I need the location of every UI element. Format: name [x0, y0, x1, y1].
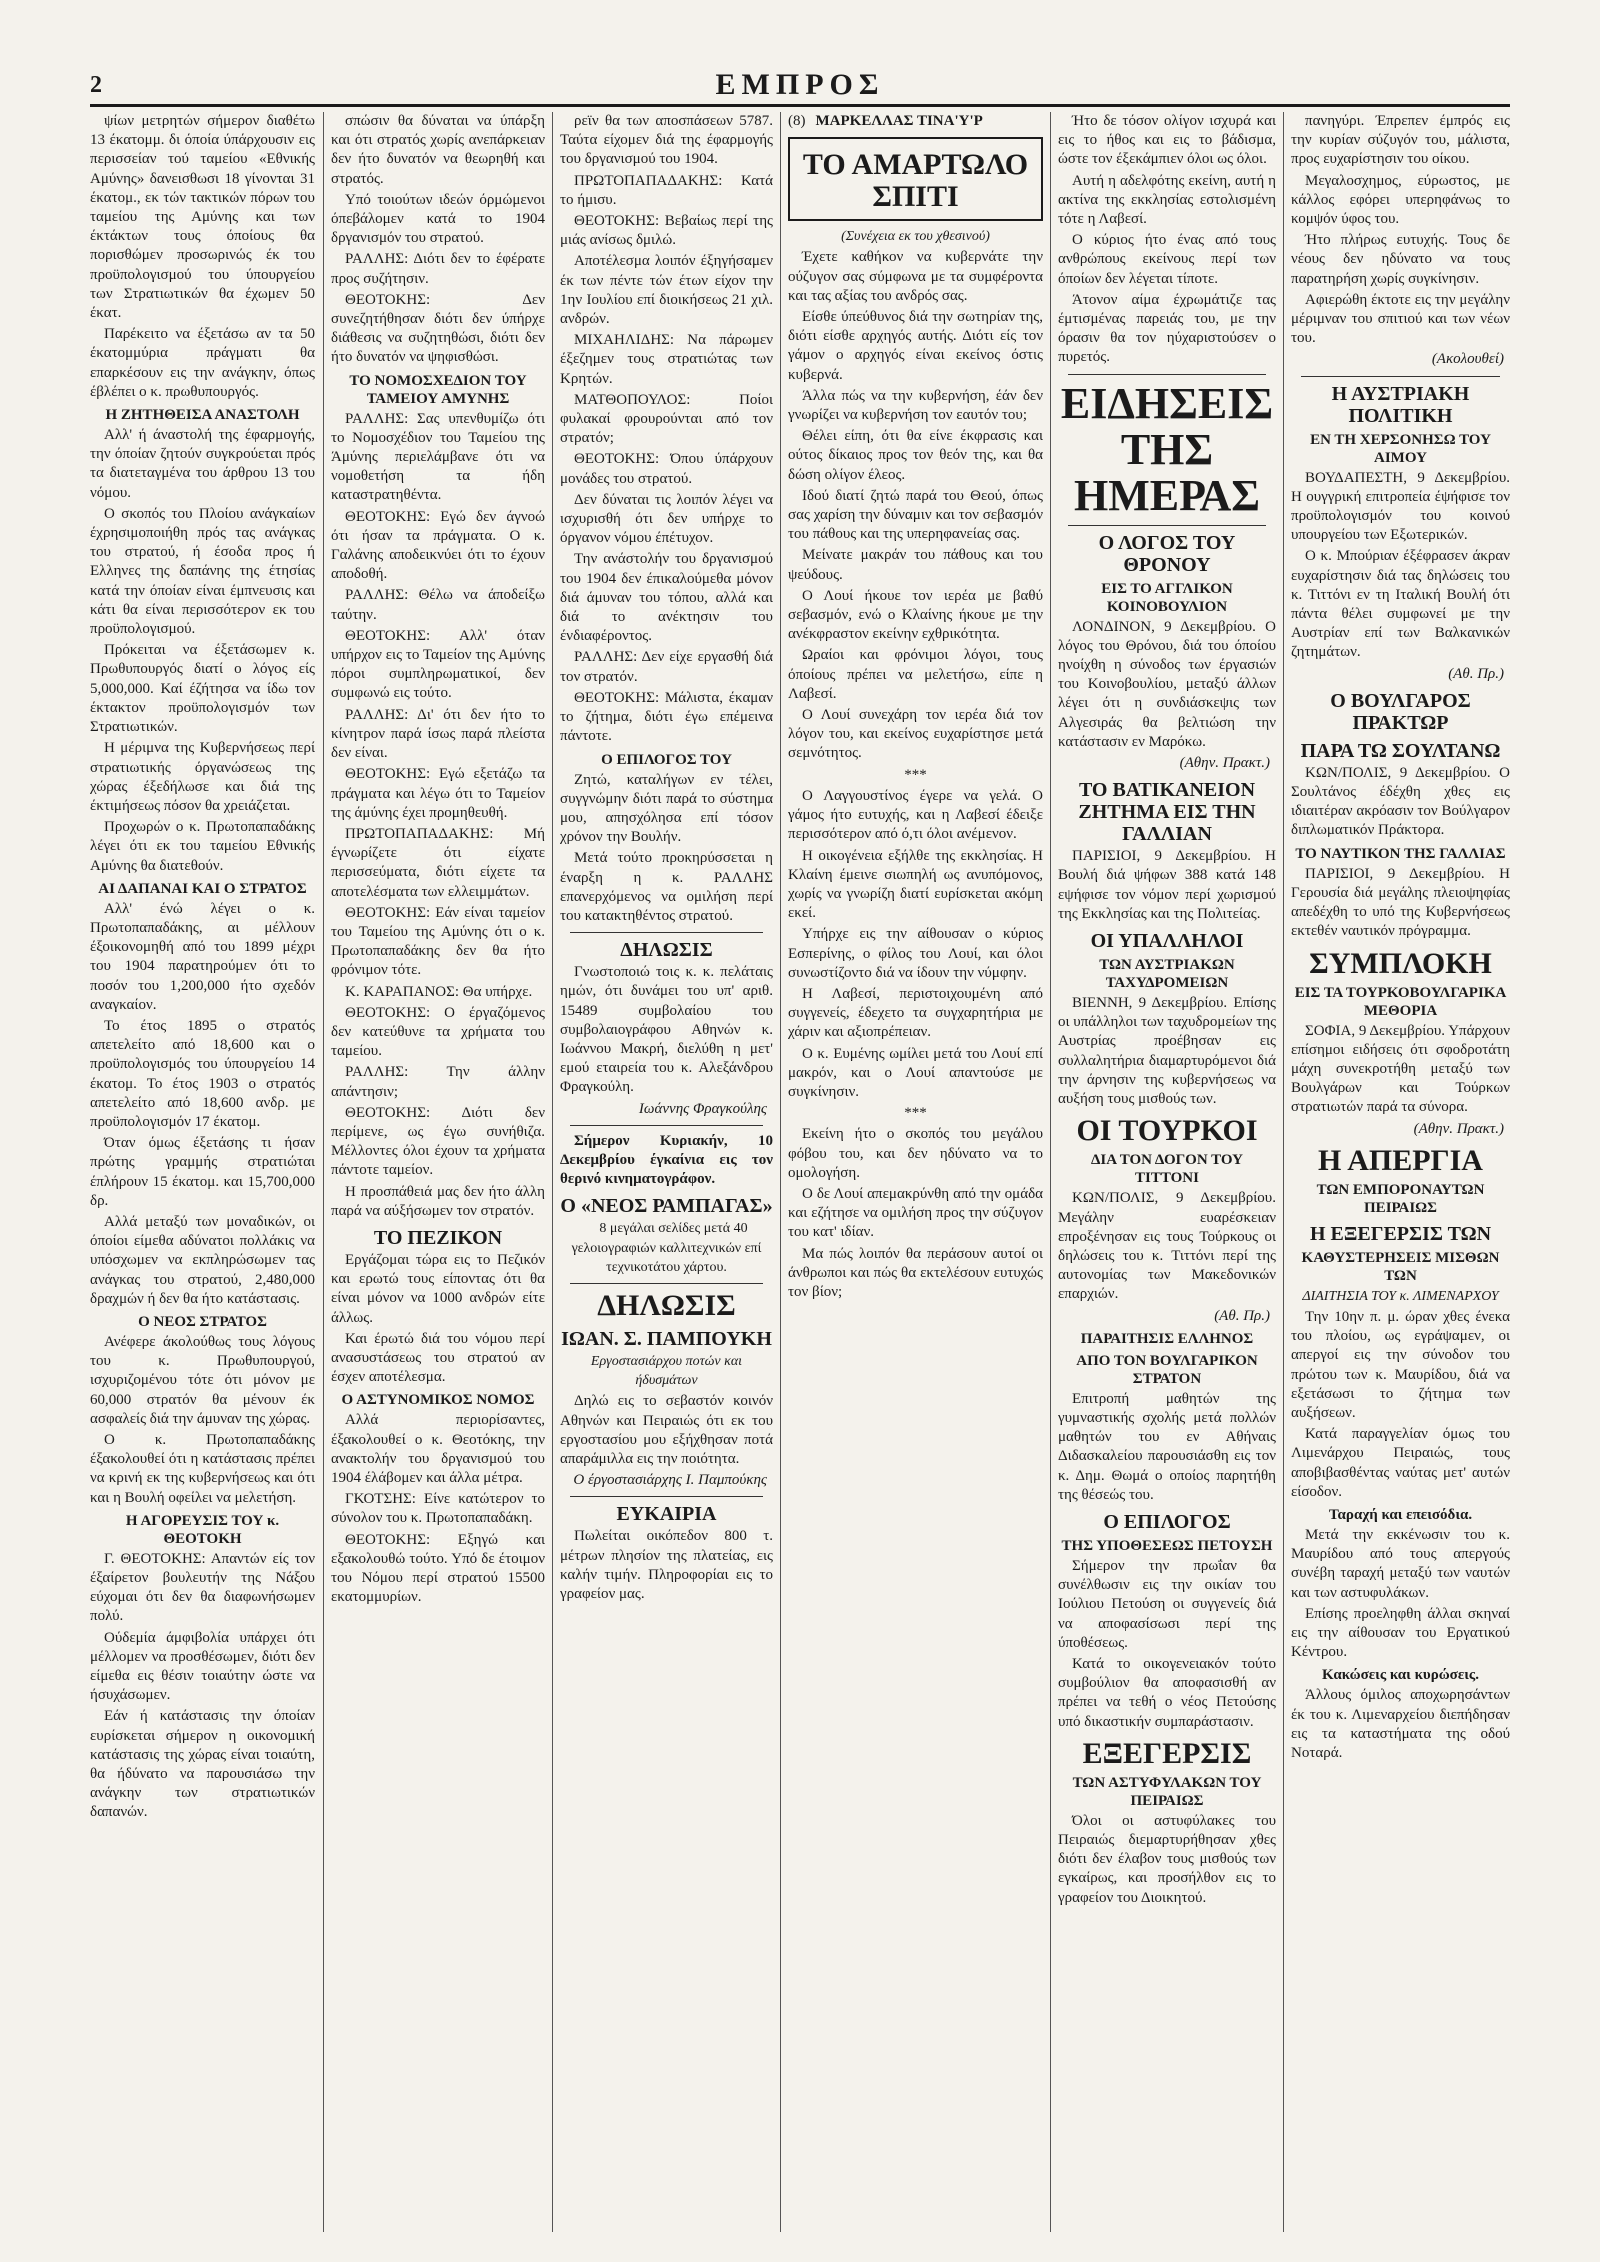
- article-paragraph: ΜΙΧΑΗΛΙΔΗΣ: Να πάρωμεν έξεζημεν τους στρατιώτας των Κρητών.: [560, 332, 773, 387]
- divider: [570, 1125, 763, 1126]
- article-paragraph: Ο Λουί συνεχάρη τον ιερέα διά τον λόγον του, και εκείνος ευχαρίστησε μετά σεμνότητος.: [788, 707, 1043, 762]
- masthead: [90, 68, 1510, 101]
- column-5: [1058, 112, 1276, 2232]
- section-subheading: ΤΩΝ ΕΜΠΟΡΟΝΑΥΤΩΝ ΠΕΙΡΑΙΩΣ: [1316, 1181, 1485, 1216]
- advert-intro: Σήμερον Κυριακήν, 10 Δεκεμβρίου έγκαίνια εις τον θερινό κινηματογράφον.: [560, 1132, 773, 1188]
- section-subheading: ΤΩΝ ΑΣΤΥΦΥΛΑΚΩΝ ΤΟΥ ΠΕΙΡΑΙΩΣ: [1072, 1774, 1262, 1809]
- column-4: [788, 112, 1043, 2232]
- section-heading: ΕΞΕΓΕΡΣΙΣ: [1082, 1736, 1252, 1770]
- article-paragraph: ΠΡΩΤΟΠΑΠΑΔΑΚΗΣ: Κατά το ήμισυ.: [560, 172, 773, 208]
- article-paragraph: Αυτή η αδελφότης εκείνη, αυτή η ακτίνα της εκκλησίας εστολισμένη τότε η Λαβεσί.: [1058, 172, 1276, 228]
- article-paragraph: Έχετε καθήκον να κυβερνάτε την ούζυγον σας σύμφωνα με τα συμφέροντα και τας αξίας του ανδρός σας.: [788, 249, 1043, 304]
- news-paragraph: Σήμερον την πρωΐαν θα συνέλθωσιν εις την οικίαν του Ιούλιου Πετούση οι συγγενείς διά να αποφασίσωσι περί της ύποθέσεως.: [1058, 1557, 1276, 1651]
- section-subheading: ΤΗΣ ΥΠΟΘΕΣΕΩΣ ΠΕΤΟΥΣΗ: [1061, 1537, 1273, 1554]
- newspaper-title: ΕΜΠΡΟΣ: [715, 68, 885, 101]
- news-paragraph: ΚΩΝ/ΠΟΛΙΣ, 9 Δεκεμβρίου. Ο Σουλτάνος έδέχθη χθες εις ιδιαιτέραν ακρόασιν τον Βούλγαρον διπλωματικόν Πράκτορα.: [1291, 764, 1510, 839]
- section-separator: ***: [904, 766, 927, 783]
- news-paragraph: Επίσης προεληφθη άλλαι σκηναί εις την αίθουσαν του Εργατικού Κέντρου.: [1291, 1605, 1510, 1661]
- article-paragraph: ΘΕΟΤΟΚΗΣ: Εγώ εξετάζω τα πράγματα και λέγω ότι το Ταμείον της άμύνης έχει προμηθευθή.: [331, 766, 545, 821]
- column-1: [90, 112, 315, 2232]
- section-subheading: ΔΙΑΙΤΗΣΙΑ ΤΟΥ κ. ΛΙΜΕΝΑΡΧΟΥ: [1302, 1288, 1499, 1304]
- section-heading: Η ΑΓΟΡΕΥΣΙΣ ΤΟΥ κ. ΘΕΟΤΟΚΗ: [125, 1512, 280, 1547]
- serial-author: ΜΑΡΚΕΛΛΑΣ ΤΙΝΑ'Υ'Ρ: [815, 113, 983, 129]
- section-heading: Ταραχή και επεισόδια.: [1328, 1506, 1473, 1523]
- article-paragraph: Ο Λουί ήκουε τον ιερέα με βαθύ σεβασμόν, ενώ ο Κλαίνης ήκουε με την ανέκφραστον εκείνην εχθρικότητα.: [788, 587, 1043, 643]
- article-paragraph: Είσθε ύπεύθυνος διά την σωτηρίαν της, διότι είσθε αρχηγός αυτής. Διότι είς τον γάμον ο αρχηγός είναι εκείνος όστις κυβερνά.: [788, 309, 1043, 383]
- article-paragraph: ΡΑΛΛΗΣ: Δεν είχε εργασθή διά τον στρατόν.: [560, 649, 773, 685]
- column-6: [1291, 112, 1510, 2232]
- article-paragraph: Ούδεμία άμφιβολία υπάρχει ότι μέλλομεν να προσθέσωμεν, διότι δεν είμεθα εις θέσιν τοιαύτην ώστε να ήσυχάσωμεν.: [90, 1629, 315, 1704]
- news-paragraph: ΣΟΦΙΑ, 9 Δεκεμβρίου. Υπάρχουν επίσημοι ειδήσεις ότι σφοδροτάτη μάχη συνεκροτήθη μεταξύ των Βουλγάρων και Τούρκων στρατιωτών παρά τα σύνορα.: [1291, 1022, 1510, 1116]
- article-paragraph: Εάν ή κατάστασις την όποίαν ευρίσκεται σήμερον η οικονομική κατάστασις της χώρας είναι τοιαύτη, θα ήδύνατο να παρουσιάσω την ανάγκην των στρατιωτικών δαπανών.: [90, 1708, 315, 1821]
- article-paragraph: Και έρωτώ διά του νόμου περί ανασυστάσεως του στρατού αν έσχεν αποτέλεσμα.: [331, 1330, 545, 1386]
- section-heading: Κακώσεις και κυρώσεις.: [1322, 1667, 1479, 1684]
- article-paragraph: Αποτέλεσμα λοιπόν έξηγήσαμεν έκ των πέντε τών έτων είχον την 1ην Ιουλίου επί διοικήσεως 21 χιλ. ανδρών.: [560, 253, 773, 328]
- article-paragraph: Ο δε Λουί απεμακρύνθη από την ομάδα και εζήτησε να ομιλήση προς την σύζυγον του κατ' ιδίαν.: [788, 1185, 1043, 1241]
- section-subheading: ΕΙΣ ΤΟ ΑΓΓΛΙΚΟΝ ΚΟΙΝΟΒΟΥΛΙΟΝ: [1101, 580, 1233, 615]
- article-paragraph: ΘΕΟΤΟΚΗΣ: Διότι δεν περίμενε, ως έγω συνήθιζα. Μέλλοντες όλοι έχουν τα χρήματα πάντοτε ταμείον.: [331, 1104, 545, 1179]
- article-paragraph: ΘΕΟΤΟΚΗΣ: Μάλιστα, έκαμαν το ζήτημα, διότι έγω επέμεινα πάντοτε.: [560, 689, 773, 745]
- section-heading: Ο ΛΟΓΟΣ ΤΟΥ ΘΡΟΝΟΥ: [1098, 531, 1236, 576]
- article-paragraph: Παρέκειτο να έξετάσω αν τα 50 έκατομμύρια πράγματι θα επαρκέσουν εις την ανάγκην, όπως έβλέπει ο κ. πρωθυπουργός.: [90, 326, 315, 400]
- column-divider: [780, 112, 781, 2232]
- divider: [1301, 376, 1500, 377]
- article-paragraph: ΡΑΛΛΗΣ: Την άλλην απάντησιν;: [331, 1064, 545, 1100]
- news-paragraph: Κατά το οικογενειακόν τούτο συμβούλιον θα αποφασισθή αν πρέπει να τεθή ο νέος Πετούσης υπό δικαστικήν συμπαράστασιν.: [1058, 1655, 1276, 1730]
- section-heading: ΤΟ ΝΟΜΟΣΧΕΔΙΟΝ ΤΟΥ ΤΑΜΕΙΟΥ ΑΜΥΝΗΣ: [349, 372, 527, 407]
- serial-header: [788, 112, 1043, 131]
- section-heading: Η ΑΥΣΤΡΙΑΚΗ ΠΟΛΙΤΙΚΗ: [1331, 382, 1470, 427]
- article-paragraph: ρεϊν θα των αποσπάσεων 5787. Ταύτα είχομεν διά της έφαρμογής του δργανισμού του 1904.: [560, 113, 773, 168]
- article-paragraph: ΘΕΟΤΟΚΗΣ: Δεν συνεζητήθησαν διότι δεν ύπήρχε διάθεσις να συζητηθώσι, διότι δεν ήτο δυνατόν να ψηφισθώσι.: [331, 291, 545, 366]
- article-paragraph: Υπήρχε εις την αίθουσαν ο κύριος Εσπερίνης, ο φίλος του Λουί, και όλοι συνωστίζοντο διά να ίδουν την νύμφην.: [788, 926, 1043, 981]
- serial-title-box: [788, 137, 1043, 221]
- section-heading: ΣΥΜΠΛΟΚΗ: [1309, 946, 1492, 980]
- article-paragraph: Ήτο πλήρως ευτυχής. Τους δε νέους δεν ηδύνατο να τους παρατηρήση χωρίς συγκίνησιν.: [1291, 232, 1510, 287]
- notice-title: ΔΗΛΩΣΙΣ: [597, 1288, 736, 1322]
- news-paragraph: Μετά την εκκένωσιν του κ. Μαυρίδου από τους απεργούς συνέβη ταραχή μεταξύ των ναυτών και των αστυφυλάκων.: [1291, 1526, 1510, 1601]
- advert-title: ΕΥΚΑΙΡΙΑ: [616, 1503, 717, 1526]
- section-heading: Η ΖΗΤΗΘΕΙΣΑ ΑΝΑΣΤΟΛΗ: [105, 407, 300, 424]
- column-divider: [323, 112, 324, 2232]
- article-paragraph: ΘΕΟΤΟΚΗΣ: Όπου ύπάρχουν μονάδες του στρατού.: [560, 451, 773, 487]
- section-heading: ΑΙ ΔΑΠΑΝΑΙ ΚΑΙ Ο ΣΤΡΑΤΟΣ: [98, 880, 307, 897]
- serial-subtitle: (Συνέχεια εκ του χθεσινού): [841, 229, 990, 245]
- article-paragraph: Ζητώ, καταλήγων εν τέλει, συγγνώμην διότι παρά το σύστημα μου, απησχόλησα επί τόσον χρόνον την Βουλήν.: [560, 771, 773, 846]
- news-paragraph: Επιτροπή μαθητών της γυμναστικής σχολής μετά πολλών μαθητών του εν Αθήναις Διδασκαλείου παρουσιάσθη εις τον κ. Δημ. Θωμά ο οποίος παρητήθη της θέσεώς του.: [1058, 1390, 1276, 1503]
- news-paragraph: Την 10ην π. μ. ώραν χθες ένεκα του πλοίου, ως εγράψαμεν, οι απεργοί εις την σύνοδον του πρώτου των κ. Μαυρίδου, διά να εξετάσωσι το ζήτημα των αυξήσεων.: [1291, 1308, 1510, 1421]
- article-paragraph: Μετά τούτο προκηρύσσεται η έναρξη η κ. ΡΑΛΛΗΣ επανερχόμενος να ομιλήση περί του κατακτηθέντος στρατού.: [560, 850, 773, 924]
- article-paragraph: Μείνατε μακράν του πάθους και του ψεύδους.: [788, 547, 1043, 583]
- article-paragraph: ΓΚΟΤΣΗΣ: Είνε κατώτερον το σύνολον του κ. Πρωτοπαπαδάκη.: [331, 1491, 545, 1527]
- article-paragraph: ΘΕΟΤΟΚΗΣ: Εξηγώ και εξακολουθώ τούτο. Υπό δε έτοιμον του Νόμου περί στρατού 15500 εκατομμυρίων.: [331, 1531, 545, 1606]
- divider: [1068, 374, 1266, 375]
- article-paragraph: Μεγαλοσχημος, εύρωστος, με κάλλος εφόρει υπερηφάνως το κομψόν ύφος του.: [1291, 172, 1510, 228]
- article-paragraph: ΡΑΛΛΗΣ: Δι' ότι δεν ήτο το κίνητρον παρά ίσως παρά πλείστα δεν είναι.: [331, 706, 545, 762]
- section-subheading: ΤΩΝ ΑΥΣΤΡΙΑΚΩΝ ΤΑΧΥΔΡΟΜΕΙΩΝ: [1099, 957, 1235, 992]
- section-heading: ΤΟ ΒΑΤΙΚΑΝΕΙΟΝ ΖΗΤΗΜΑ ΕΙΣ ΤΗΝ ΓΑΛΛΙΑΝ: [1078, 779, 1256, 846]
- serial-title: ΤΟ ΑΜΑΡΤΩΛΟ ΣΠΙΤΙ: [802, 148, 1029, 214]
- news-paragraph: ΒΙΕΝΝΗ, 9 Δεκεμβρίου. Επίσης οι υπάλληλοι των ταχυδρομείων της Αυστρίας προέβησαν εις συλλαλητήρια διαμαρτυρόμενοι διά την άρνησιν της κυβερνήσεως να αυξήση τους μισθούς των.: [1058, 995, 1276, 1108]
- column-3: [560, 112, 773, 2232]
- section-subheading: ΕΙΣ ΤΑ ΤΟΥΡΚΟΒΟΥΛΓΑΡΙΚΑ ΜΕΘΟΡΙΑ: [1294, 984, 1507, 1019]
- article-paragraph: Αλλά μεταξύ των μοναδικών, οι όποίοι είμεθα αδύνατοι πολλάκις να υπόσχωμεν να εκπληρώσωμεν τας ανάγκας του στρατού, 2,480,000 δραχμών ή δεν θα ήτο κατάστασις.: [90, 1213, 315, 1307]
- article-paragraph: Μα πώς λοιπόν θα περάσουν αυτοί οι άνθρωποι και πώς θα εκτελέσουν ευτυχώς τον βίον;: [788, 1245, 1043, 1300]
- news-source: (Αθην. Πρακτ.): [1179, 755, 1270, 772]
- article-paragraph: ΘΕΟΤΟΚΗΣ: Εάν είναι ταμείον του Ταμείου της Αμύνης ότι ο κ. Πρωτοπαπαδάκης δεν θα ήτο φρόνιμον τότε.: [331, 904, 545, 979]
- section-heading: ΠΑΡΑΙΤΗΣΙΣ ΕΛΛΗΝΟΣ: [1080, 1330, 1254, 1347]
- section-heading: ΟΙ ΥΠΑΛΛΗΛΟΙ: [1090, 930, 1244, 953]
- article-paragraph: ΠΡΩΤΟΠΑΠΑΔΑΚΗΣ: Μή έγνωρίζετε ότι είχατε περισσεύματα, διότι είχετε τα αποτελέσματα των ελλειμμάτων.: [331, 825, 545, 900]
- article-paragraph: ΘΕΟΤΟΚΗΣ: Βεβαίως περί της μιάς ανίσως δμιλώ.: [560, 213, 773, 249]
- continued-note: (Ακολουθεί): [1431, 351, 1504, 368]
- article-paragraph: Αλλ' ένώ λέγει ο κ. Πρωτοπαπαδάκης, αι μέλλουν έξοικονομηθή από του 1899 μέχρι του 1904 παρατηρούμεν ότι το ποσόν του 1,200,000 ήτο σχεδόν αναγκαίον.: [90, 900, 315, 1013]
- section-heading: ΟΙ ΤΟΥΡΚΟΙ: [1076, 1114, 1258, 1148]
- article-paragraph: ΡΑΛΛΗΣ: Διότι δεν το έφέρατε προς συζήτησιν.: [331, 251, 545, 287]
- article-paragraph: Ο Λαγγουστίνος έγερε να γελά. Ο γάμος ήτο ευτυχής, και η Λαβεσί έδειξε περισσότερον από ό,τι όλοι ανέμενον.: [788, 787, 1043, 843]
- article-paragraph: Άτονον αίμα έχρωμάτιζε τας έμτισμένας παρειάς του, με την όρασιν θα τον ηύχαριστούσεν ο πυρετός.: [1058, 291, 1276, 366]
- column-divider: [1283, 112, 1284, 2232]
- article-paragraph: Αφιερώθη έκτοτε εις την μεγάλην μέριμναν του σπιτιού και των νέων του.: [1291, 291, 1510, 347]
- news-paragraph: ΛΟΝΔΙΝΟΝ, 9 Δεκεμβρίου. Ο λόγος του Θρόνου, διά του όποίου ηνοίχθη η σύνοδος των έργασιών του Κοινοβουλίου, μεταξύ άλλων λέγει ότι η συνδιάσκεψις των Αλγεσιράς θα βελτιώση την κατάστασιν εν Μαρόκω.: [1058, 618, 1276, 750]
- article-paragraph: Ιδού διατί ζητώ παρά του Θεού, όπως σας χαρίση την δύναμιν και τον σεβασμόν του πάθους και της υπερηφανείας σας.: [788, 487, 1043, 543]
- section-subheading: ΑΠΟ ΤΟΝ ΒΟΥΛΓΑΡΙΚΟΝ ΣΤΡΑΤΟΝ: [1076, 1352, 1258, 1387]
- section-heading: Η ΑΠΕΡΓΙΑ: [1318, 1143, 1483, 1177]
- section-heading: ΤΟ ΝΑΥΤΙΚΟΝ ΤΗΣ ΓΑΛΛΙΑΣ: [1295, 845, 1506, 862]
- section-subheading: ΚΑΘΥΣΤΕΡΗΣΕΙΣ ΜΙΣΘΩΝ ΤΩΝ: [1301, 1249, 1500, 1284]
- section-heading: Ο ΒΟΥΛΓΑΡΟΣ ΠΡΑΚΤΩΡ: [1330, 689, 1471, 734]
- article-paragraph: Ο κύριος ήτο ένας από τους ανθρώπους εκείνους περί των όποίων δεν λέγεται τίποτε.: [1058, 232, 1276, 287]
- section-subheading: ΕΝ ΤΗ ΧΕΡΣΟΝΗΣΩ ΤΟΥ ΑΙΜΟΥ: [1310, 431, 1491, 466]
- article-paragraph: Ανέφερε άκολούθως τους λόγους του κ. Πρωθυπουργού, ισχυριζομένου τότε ότι μόνον με 60,000 στρατόν θα μένουν έκ ασφαλείς διά την άμυναν της χώρας.: [90, 1333, 315, 1427]
- article-paragraph: Η μέριμνα της Κυβερνήσεως περί στρατιωτικής όργανώσεως της χώρας έξεδήλωσε και διά της έκτιμήσεως πόσον θα χρειάζεται.: [90, 740, 315, 814]
- article-paragraph: Το έτος 1895 ο στρατός απετελείτο από 18,600 και ο προϋπολογισμός του ύπουργείου 14 έκατομ. Το έτος 1903 ο στρατός απετελείτο από 18,600 ανδρ. με προϋπολογισμόν 17 έκατομ.: [90, 1017, 315, 1130]
- article-paragraph: Η οικογένεια εξήλθε της εκκλησίας. Η Κλαίνη έμεινε σιωπηλή ως ανυπόμονος, χωρίς να γνωρίζη διατί ευρίσκεται ακόμη εκεί.: [788, 847, 1043, 922]
- article-paragraph: Κ. ΚΑΡΑΠΑΝΟΣ: Θα υπήρχε.: [345, 983, 533, 1000]
- section-heading: Ο ΕΠΙΛΟΓΟΣ ΤΟΥ: [601, 751, 732, 768]
- notice-name: ΙΩΑΝ. Σ. ΠΑΜΠΟΥΚΗ: [561, 1327, 772, 1350]
- article-paragraph: Η προσπάθειά μας δεν ήτο άλλη παρά να αύξήσωμεν τον στρατόν.: [331, 1183, 545, 1219]
- article-paragraph: ψίων μετρητών σήμερον διαθέτω 13 έκατομμ. δι όποία ύπάρχουσιν εις περισσείαν τού ταμείου «Εθνικής Αμύνης» δανεισθωσι 18 γίνονται 31 έκατομ., εκ τών τακτικών πόρων του ταμείου της Αμύνης και των έκτάκτων τους όποίους θα πορισθώμεν προσωρινώς έκ του προϋπολογισμού του ύπουργείου των Στρατιωτικών θα έχωμεν 50 έκατ.: [90, 113, 315, 322]
- column-divider: [1050, 112, 1051, 2232]
- article-paragraph: Ο σκοπός του Πλοίου ανάγκαίων έχρησιμοποιήθη πρός τας ανάγκας του στρατού, ή έσοδα προς ή Ελληνες της δαπάνης της έτησίας κατά την όποίαν είναι έμπνευσις και κάτι θα είναι περισσότερον εκ του προϋπολογισμού.: [90, 505, 315, 638]
- news-paragraph: Ο κ. Μπούριαν έξέφρασεν άκραν ευχαρίστησιν διά τας δηλώσεις του κ. Τιττόνι εν τη Ιταλική Βουλή ότι πάντα θέλει συμφωνεί με την Αυστρίαν επί των Βαλκανικών ζητημάτων.: [1291, 548, 1510, 661]
- news-section-title: ΕΙΔΗΣΕΙΣ ΤΗΣ ΗΜΕΡΑΣ: [1060, 378, 1274, 520]
- advert-title: Ο «ΝΕΟΣ ΡΑΜΠΑΓΑΣ»: [560, 1195, 773, 1218]
- notice-text: Γνωστοποιώ τοις κ. κ. πελάταις ημών, ότι δυνάμει του υπ' αριθ. 15489 συμβολαίου του συμβολαιογράφου Αθηνών κ. Ιωάννου Μακρή, διελύθη η μετ' εμού εταιρεία του κ. Αλεξάνδρου Φραγκούλη.: [560, 964, 773, 1096]
- section-heading: Η ΕΞΕΓΕΡΣΙΣ ΤΩΝ: [1309, 1222, 1492, 1245]
- advert-text: Πωλείται οικόπεδον 800 τ. μέτρων πλησίον της πλατείας, εις καλήν τιμήν. Πληροφορίαι εις το γραφείον μας.: [560, 1528, 773, 1602]
- serial-tag: (8): [788, 113, 806, 129]
- news-paragraph: Κατά παραγγελίαν όμως του Λιμενάρχου Πειραιώς, τους αποβιβασθέντας ναύτας μετ' αυτών είσοδον.: [1291, 1426, 1510, 1500]
- section-subheading: ΔΙΑ ΤΟΝ ΔΟΓΟΝ ΤΟΥ ΤΙΤΤΟΝΙ: [1091, 1152, 1243, 1187]
- article-paragraph: Ήτο δε τόσον ολίγον ισχυρά και εις το ήθος και εις το βάδισμα, ώστε τον έξεκάμπιεν όλοι ως όλοι.: [1058, 113, 1276, 168]
- news-source: (Αθ. Πρ.): [1448, 665, 1504, 682]
- news-source: (Αθην. Πρακτ.): [1413, 1120, 1504, 1137]
- article-paragraph: Ο κ. Ευμένης ωμίλει μετά του Λουί επί μακρόν, και ο Λουί απαντούσε με συγκίνησιν.: [788, 1045, 1043, 1100]
- article-paragraph: Θέλει είπη, ότι θα είνε έκφρασις και ούτος δίκαιος προς τον θεόν της, και θα δώση ολίγον έλεος.: [788, 428, 1043, 483]
- article-paragraph: Όταν όμως έξετάσης τι ήσαν πρώτης γραμμής στρατιώται έπλήρουν 15 έκατομ. και 15,700,000 δρ.: [90, 1135, 315, 1209]
- section-heading: Ο ΝΕΟΣ ΣΤΡΑΤΟΣ: [138, 1313, 267, 1330]
- article-paragraph: Άλλα πώς να την κυβερνήση, έάν δεν γνωρίζει να κυβερνήση τον εαυτόν του;: [788, 387, 1043, 424]
- article-paragraph: σπώσιν θα δύναται να ύπάρξη και ότι στρατός χωρίς ανεπάρκειαν δεν ήτο δυνατόν να θεωρηθή και στρατός.: [331, 113, 545, 187]
- article-paragraph: ΘΕΟΤΟΚΗΣ: Αλλ' όταν υπήρχον εις το Ταμείον της Αμύνης πόροι συμπληρωματικοί, δεν συμφωνώ εις τούτο.: [331, 627, 545, 702]
- news-paragraph: ΚΩΝ/ΠΟΛΙΣ, 9 Δεκεμβρίου. Μεγάλην ευαρέσκειαν επροξένησαν εις τους Τούρκους οι δηλώσεις του κ. Τιττόνι περί της αυτονομίας των Μακεδονικών επαρχιών.: [1058, 1190, 1276, 1303]
- article-paragraph: Προχωρών ο κ. Πρωτοπαπαδάκης λέγει ότι εκ του ταμείου Εθνικής Αμύνης θα διατεθούν.: [90, 819, 315, 874]
- news-paragraph: ΠΑΡΙΣΙΟΙ, 9 Δεκεμβρίου. Η Γερουσία διά μεγάλης πλειοψηφίας απεδέχθη το υπό της Κυβερνήσεως εκτεθέν ναυτικόν πρόγραμμα.: [1291, 865, 1510, 940]
- article-paragraph: Γ. ΘΕΟΤΟΚΗΣ: Απαντών είς τον έξαίρετον βουλευτήν της Νάξου εύχομαι ότι δεν θα διαφωνήσωμεν πολύ.: [90, 1550, 315, 1625]
- section-heading: ΤΟ ΠΕΖΙΚΟΝ: [373, 1226, 503, 1249]
- notice-subtitle: Εργοστασιάρχου ποτών και ήδυσμάτων: [590, 1353, 743, 1389]
- article-paragraph: Την ανάστολήν του δργανισμού του 1904 δεν έπικαλούμεθα μόνον διά άμυναν του τόπου, αλλά και διά το ανέκτησιν του ένδιαφέροντος.: [560, 551, 773, 645]
- notice-title: ΔΗΛΩΣΙΣ: [620, 939, 713, 962]
- article-paragraph: Ωραίοι και φρόνιμοι λόγοι, τους όποίους πρέπει να μελετήσω, είπε η Λαβεσί.: [788, 647, 1043, 702]
- notice-text: Δηλώ εις το σεβαστόν κοινόν Αθηνών και Πειραιώς ότι εκ του εργοστασίου μου εξήχθησαν ποτά απαράμιλλα εις την ποιότητα.: [560, 1393, 773, 1467]
- news-paragraph: ΒΟΥΔΑΠΕΣΤΗ, 9 Δεκεμβρίου. Η ουγγρική επιτροπεία έψήφισε τον προϋπολογισμόν του κοινού υπουργείου των Εξωτερικών.: [1291, 469, 1510, 544]
- article-paragraph: ΡΑΛΛΗΣ: Θέλω να άποδείξω ταύτην.: [331, 587, 545, 623]
- divider: [570, 1496, 763, 1497]
- article-paragraph: Εργάζομαι τώρα εις το Πεζικόν και ερωτώ τους είποντας ότι θα είναι μόνον να 1000 ανδρών είτε άλλως.: [331, 1251, 545, 1326]
- article-paragraph: ΜΑΤΘΟΠΟΥΛΟΣ: Ποίοι φυλακαί φρουρούνται από τον στρατόν;: [560, 391, 773, 447]
- article-paragraph: ΘΕΟΤΟΚΗΣ: Εγώ δεν άγνοώ ότι ήσαν τα πράγματα. Ο κ. Γαλάνης αποδεικνύει ότι το έχουν αποδοθή.: [331, 508, 545, 583]
- notice-signature: Ιωάννης Φραγκούλης: [638, 1100, 767, 1117]
- notice-signature: Ο έργοστασιάρχης Ι. Παμπούκης: [573, 1472, 767, 1489]
- section-separator: ***: [904, 1105, 927, 1122]
- article-paragraph: Αλλ' ή άναστολή της έφαρμογής, την όποίαν ζητούν συγκρούεται πρός τα διατεταγμένα του άρθρου 13 του νόμου.: [90, 427, 315, 501]
- section-heading: Ο ΕΠΙΛΟΓΟΣ: [1103, 1510, 1231, 1533]
- news-source: (Αθ. Πρ.): [1214, 1307, 1270, 1324]
- article-paragraph: Υπό τοιούτων ιδεών όρμώμενοι όπεβάλομεν κατά το 1904 δργανισμόν του στρατού.: [331, 191, 545, 247]
- column-divider: [552, 112, 553, 2232]
- divider: [1068, 525, 1266, 526]
- article-paragraph: Ο κ. Πρωτοπαπαδάκης έξακολουθεί ότι η κατάστασις πρέπει να κρινή εκ της κυβερνήσεως και ότι και η Βουλή οφείλει να μελετήση.: [90, 1432, 315, 1506]
- page-number: 2: [90, 72, 102, 98]
- article-paragraph: Δεν δύναται τις λοιπόν λέγει να ισχυρισθή ότι δεν υπήρχε το όργανον νόμου έπέτυχον.: [560, 491, 773, 547]
- article-paragraph: ΡΑΛΛΗΣ: Σας υπενθυμίζω ότι το Νομοσχέδιον του Ταμείου της Άμύνης περιελάμβανε ότι να νομοθετήση τα ήδη καταστρατηθέντα.: [331, 410, 545, 504]
- article-paragraph: Η Λαβεσί, περιστοιχουμένη από συγγενείς, έδεχετο τα συγχαρητήρια με χάριν και αξιοπρέπειαν.: [788, 985, 1043, 1041]
- article-paragraph: Εκείνη ήτο ο σκοπός του μεγάλου φόβου του, και δεν ηδύνατο να το ομολογήση.: [788, 1126, 1043, 1181]
- divider: [570, 932, 763, 933]
- section-subheading: ΠΑΡΑ ΤΩ ΣΟΥΛΤΑΝΩ: [1300, 739, 1501, 762]
- article-paragraph: Πρόκειται να έξετάσωμεν κ. Πρωθυπουργός διατί ο λόγος είς 5,000,000. Καί έζήτησα να ίδω τον έκτακτον προϋπολογισμόν των Στρατιωτικών.: [90, 642, 315, 736]
- divider: [570, 1283, 763, 1284]
- news-paragraph: Όλοι οι αστυφύλακες του Πειραιώς διεμαρτυρήθησαν χθες διότι δεν έλαβον τους μισθούς των εγκαίρως, και προσήλθον εις το γραφείον του Διοικητού.: [1058, 1812, 1276, 1906]
- article-paragraph: Αλλά περιορίσαντες, έξακολουθεί ο κ. Θεοτόκης, την ανακτολήν του δργανισμού του 1904 έλάβομεν και άλλα μέτρα.: [331, 1412, 545, 1486]
- column-2: [331, 112, 545, 2232]
- news-paragraph: Άλλους όμιλος αποχωρησάντων έκ του κ. Λιμεναρχείου διεπήδησαν εις τα καταστήματα της οδού Νοταρά.: [1291, 1687, 1510, 1761]
- advert-text: 8 μεγάλαι σελίδες μετά 40 γελοιογραφιών καλλιτεχνικών επί τεχνικοτάτου χάρτου.: [571, 1221, 762, 1275]
- article-paragraph: ΘΕΟΤΟΚΗΣ: Ο έργαζόμενος δεν κατεύθυνε τα χρήματα του ταμείου.: [331, 1004, 545, 1060]
- section-heading: Ο ΑΣΤΥΝΟΜΙΚΟΣ ΝΟΜΟΣ: [341, 1392, 535, 1409]
- masthead-rule: [90, 104, 1510, 107]
- news-paragraph: ΠΑΡΙΣΙΟΙ, 9 Δεκεμβρίου. Η Βουλή διά ψήφων 388 κατά 148 εψήφισε τον νόμον περί χωρισμού της Εκκλησίας και της Πολιτείας.: [1058, 848, 1276, 922]
- article-paragraph: πανηγύρι. Έπρεπεν έμπρός εις την κυρίαν σύζυγόν του, μάλιστα, προς ευχαρίστησιν του οίκου.: [1291, 113, 1510, 168]
